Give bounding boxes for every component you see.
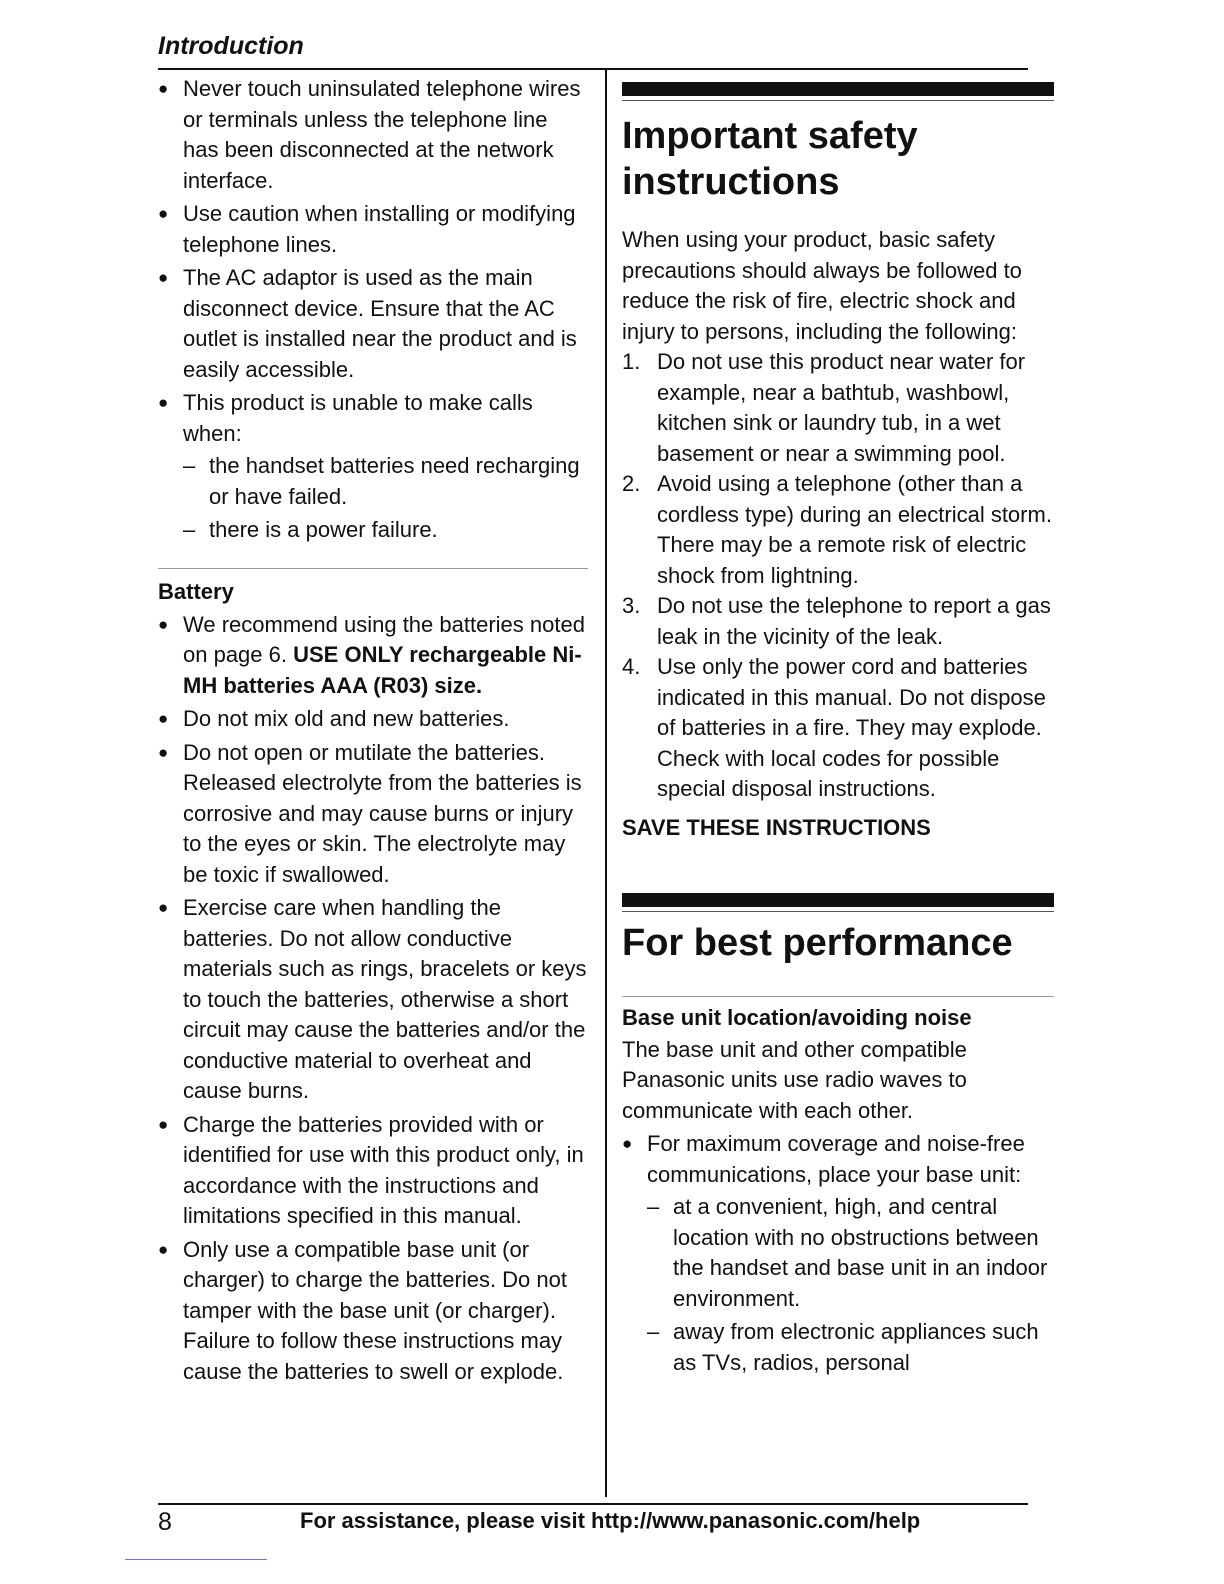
list-item	[622, 591, 1054, 652]
heading-bar	[622, 82, 1054, 96]
sub-list-item: – the handset batteries need recharging or have failed.	[183, 451, 588, 512]
heading-rule	[622, 100, 1054, 101]
sub-list-item: – there is a power failure.	[183, 515, 588, 546]
list-item	[622, 469, 1054, 591]
divider	[622, 996, 1054, 997]
coverage-text: For maximum coverage and noise-free communications, place your base unit:	[647, 1131, 1025, 1187]
assistance-text: For assistance, please visit http://www.panasonic.com/help	[300, 1508, 921, 1533]
section-header: Introduction	[158, 32, 304, 60]
item-text: Do not use the telephone to report a gas leak in the vicinity of the leak.	[657, 593, 1051, 649]
item-text: Use only the power cord and batteries indicated in this manual. Do not dispose of batteries in a fire. They may explode. Check with local codes for possible special disposal instructions.	[657, 654, 1046, 801]
list-item: ● Charge the batteries provided with or identified for use with this product only, in accordance with the instructions and limitations specified in this manual.	[158, 1110, 588, 1232]
left-column	[158, 74, 588, 1390]
intro-bullet-list	[158, 74, 588, 546]
base-unit-heading: Base unit location/avoiding noise	[622, 1004, 972, 1030]
item-number: 4.	[622, 654, 641, 679]
performance-title: For best performance	[622, 921, 1013, 964]
divider	[158, 568, 588, 569]
safety-intro: When using your product, basic safety precautions should always be followed to reduce the risk of fire, electric shock and injury to persons, including the following:	[622, 227, 1022, 344]
sub-list-item: – at a convenient, high, and central location with no obstructions between the handset and base unit in an indoor environment.	[647, 1192, 1054, 1314]
right-column	[622, 82, 1054, 1381]
list-item	[622, 652, 1054, 805]
battery-heading: Battery	[158, 578, 234, 604]
unable-sublist	[183, 451, 588, 546]
battery-bullet-list	[158, 610, 588, 1388]
list-item: ● Do not mix old and new batteries.	[158, 704, 588, 735]
recommend-text: We recommend using the batteries noted on page 6.	[183, 611, 585, 667]
performance-heading-block	[622, 893, 1054, 966]
performance-intro: The base unit and other compatible Panasonic units use radio waves to communicate with each other.	[622, 1036, 967, 1123]
list-item: ● The AC adaptor is used as the main disconnect device. Ensure that the AC outlet is installed near the product and is easily accessible.	[158, 263, 588, 385]
coverage-sublist	[647, 1192, 1054, 1378]
column-divider	[605, 70, 607, 1497]
list-item: ● Exercise care when handling the batteries. Do not allow conductive materials such as rings, bracelets or keys to touch the batteries, otherwise a short circuit may cause the batteries and/or the conductive material to overheat and cause burns.	[158, 893, 588, 1107]
list-item: ● Do not open or mutilate the batteries. Released electrolyte from the batteries is corrosive and may cause burns or injury to the eyes or skin. The electrolyte may be toxic if swallowed.	[158, 738, 588, 891]
footer-rule	[158, 1503, 1028, 1505]
save-instructions: SAVE THESE INSTRUCTIONS	[622, 814, 931, 840]
recommend-bold-text: USE ONLY rechargeable Ni-MH batteries AAA (R03) size.	[183, 642, 582, 698]
item-number: 3.	[622, 593, 641, 618]
sub-list-item: – away from electronic appliances such as TVs, radios, personal	[647, 1317, 1054, 1378]
header-rule	[158, 68, 1028, 70]
list-item: ● Use caution when installing or modifying telephone lines.	[158, 199, 588, 260]
item-text: Avoid using a telephone (other than a cordless type) during an electrical storm. There may be a remote risk of electric shock from lightning.	[657, 471, 1052, 588]
page-number: 8	[158, 1508, 172, 1536]
list-item	[158, 388, 588, 546]
safety-heading-block	[622, 82, 1054, 205]
unable-text: This product is unable to make calls when:	[183, 390, 533, 446]
performance-bullet-list	[622, 1129, 1054, 1378]
item-number: 2.	[622, 471, 641, 496]
heading-rule	[622, 911, 1054, 912]
decorative-line	[125, 1559, 267, 1560]
list-item: ● Never touch uninsulated telephone wires or terminals unless the telephone line has been disconnected at the network interface.	[158, 74, 588, 196]
item-text: Do not use this product near water for example, near a bathtub, washbowl, kitchen sink or laundry tub, in a wet basement or near a swimming pool.	[657, 349, 1026, 466]
list-item	[622, 1129, 1054, 1378]
list-item	[622, 347, 1054, 469]
item-number: 1.	[622, 349, 641, 374]
list-item: ● Only use a compatible base unit (or charger) to charge the batteries. Do not tamper with the base unit (or charger). Failure to follow these instructions may cause the batteries to swell or explode.	[158, 1235, 588, 1388]
list-item	[158, 610, 588, 702]
safety-title: Important safety instructions	[622, 115, 918, 203]
heading-bar	[622, 893, 1054, 907]
safety-numbered-list	[622, 347, 1054, 805]
